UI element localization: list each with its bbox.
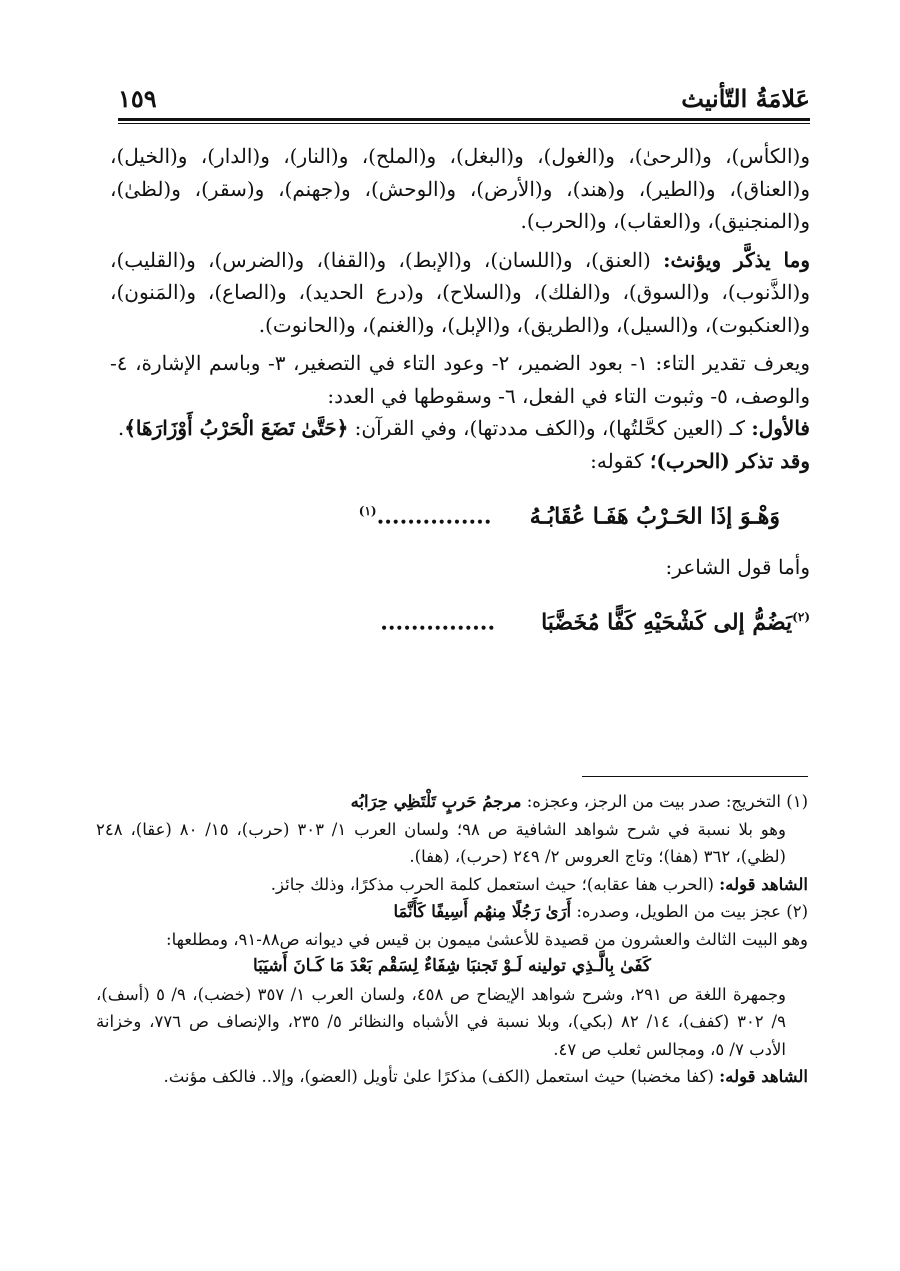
verse-1-text: وَهْـوَ إذَا الحَـرْبُ هَفَـا عُقَابُـهُ [529, 503, 780, 530]
footnote-1-intro: (١) التخريج: صدر بيت من الرجز، وعجزه: [521, 792, 808, 811]
running-title: عَلامَةُ التّأنيث [681, 84, 810, 113]
running-header [118, 84, 810, 118]
footnote-2-evidence-body: (كفا مخضبا) حيث استعمل (الكف) مذكرًا علىٰ تأويل (العضو)، وإلا.. فالكف مؤنث. [163, 1067, 720, 1086]
footnote-2-verse: كَفَىٰ بِالَّـذِي تولينه لَـوْ تَجنبَا شِفَاءٌ لِسَقْم بَعْدَ مَا كَـانَ أَشيَبَا [252, 956, 652, 976]
footnote-2-head [96, 898, 808, 926]
header-rule-thin [118, 123, 810, 124]
footnote-2-evidence [96, 1063, 808, 1091]
paragraph-5 [110, 445, 810, 478]
header-rule-thick [118, 118, 810, 121]
footnote-2-sources: وجمهرة اللغة ص ٢٩١، وشرح شواهد الإيضاح ص ٤٥٨، ولسان العرب ١/ ٣٥٧ (خضب)، ٩/ ٥ (أسف)، ٩/ ٣٠٢ (كفف)، ١٤/ ٨٢ (بكي)، وبلا نسبة في الأشباه والنظائر ٥/ ٢٣٥، والإنصاف ص ٧٧٦، وخزانة الأدب ٧/ ٥، ومجالس ثعلب ص ٤٧. [96, 984, 787, 1059]
page-number: ١٥٩ [118, 84, 157, 113]
verse-1 [110, 495, 810, 533]
paragraph-5-lead: وقد تذكر (الحرب)؛ [650, 448, 810, 473]
quran-quote: ﴿حَتَّىٰ تَضَعَ الْحَرْبُ أَوْزَارَهَا﴾ [124, 416, 349, 440]
paragraph-5-body: كقوله: [590, 448, 651, 473]
paragraph-4-end: . [117, 416, 125, 440]
main-text [110, 140, 810, 639]
footnote-1-evidence-lead: الشاهد قوله: [719, 874, 808, 894]
paragraph-2 [110, 244, 810, 342]
paragraph-2-body: (العنق)، و(اللسان)، و(الإبط)، و(القفا)، و(الضرس)، و(القليب)، و(الذَّنوب)، و(السوق)، و(الفلك)، و(السلاح)، و(درع الحديد)، و(الصاع)، و(المَنون)، و(العنكبوت)، و(السيل)، و(الطريق)، و(الإبل)، و(الغنم)، و(الحانوت). [110, 247, 810, 337]
verse-2 [110, 601, 810, 639]
paragraph-2-lead: وما يذكَّر ويؤنث: [663, 247, 810, 272]
footnotes [96, 788, 808, 1091]
footnote-2-description: وهو البيت الثالث والعشرون من قصيدة للأعشىٰ ميمون بن قيس في ديوانه ص٨٨-٩١، ومطلعها: [166, 929, 808, 949]
verse-1-dots: ............... [376, 503, 492, 530]
footnote-separator [582, 776, 808, 777]
paragraph-3: ويعرف تقدير التاء: ١- بعود الضمير، ٢- وعود التاء في التصغير، ٣- وباسم الإشارة، ٤-والوصف، ٥- وثبوت التاء في الفعل، ٦- وسقوطها في العدد: [110, 351, 810, 408]
paragraph-4-body: كـ (العين كحَّلتُها)، و(الكف مددتها)، وفي القرآن: [348, 416, 752, 440]
paragraph-6: وأما قول الشاعر: [665, 554, 810, 579]
paragraph-4 [110, 412, 810, 445]
footnote-ref-1: (١) [358, 504, 377, 518]
footnote-1-evidence-body: (الحرب هفا عقابه)؛ حيث استعمل كلمة الحرب مذكرًا، وذلك جائز. [270, 874, 720, 894]
paragraph-1: و(الكأس)، و(الرحىٰ)، و(الغول)، و(البغل)، و(الملح)، و(النار)، و(الدار)، و(الخيل)، و(العناق)، و(الطير)، و(هند)، و(الأرض)، و(الوحش)، و(جهنم)، و(سقر)، و(لظىٰ)، و(المنجنيق)، و(العقاب)، و(الحرب). [110, 144, 810, 233]
verse-2-text: يَضُمُّ إلى كَشْحَيْهِ كَفًّا مُخَضَّبَا [541, 609, 793, 636]
footnote-1-sources: وهو بلا نسبة في شرح شواهد الشافية ص ٩٨؛ ولسان العرب ١/ ٣٠٣ (حرب)، ١٥/ ٨٠ (عقا)، ٢٤٨ (لظي)، ٣٦٢ (هفا)؛ وتاج العروس ٢/ ٢٤٩ (حرب)، (هفا). [96, 819, 786, 866]
footnote-2-evidence-lead: الشاهد قوله: [719, 1067, 808, 1086]
footnote-1-head [96, 788, 808, 816]
footnote-2-hemistich: أَرَىٰ رَجُلًا مِنهُم أَسِيفًا كَأَنَّمَا [393, 902, 572, 921]
footnote-1-evidence [96, 871, 808, 899]
verse-2-dots: ............... [380, 609, 496, 636]
paragraph-4-lead: فالأول: [751, 416, 810, 440]
footnote-1-hemistich: مرجمُ حَربٍ تَلْتَظِي حِرَابُه [350, 792, 522, 811]
footnote-2-intro: (٢) عجز بيت من الطويل، وصدره: [571, 902, 808, 921]
footnote-ref-2: (٢) [792, 610, 810, 625]
